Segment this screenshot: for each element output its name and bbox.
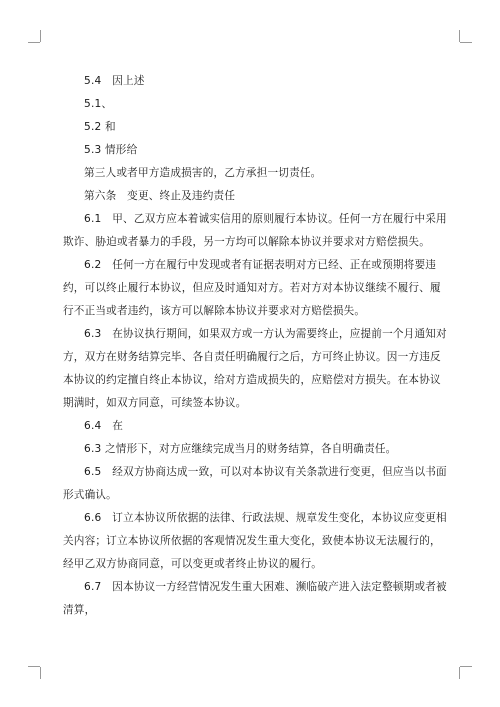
- crop-mark-line: [40, 667, 41, 679]
- paragraph-6-6: 6.6 订立本协议所依据的法律、行政法规、规章发生变化，本协议应变更相关内容；订立本协议所依据的客观情况发生重大变化，致使本协议无法履行的，经甲乙双方协商同意，可以变更或者终止协议的履行。: [63, 512, 447, 570]
- paragraph-6-4: 6.4 在: [84, 420, 124, 432]
- crop-mark-line: [459, 667, 460, 679]
- document-body: [63, 70, 447, 622]
- paragraph-5-1: 5.1、: [84, 98, 113, 110]
- paragraph-5-2: 5.2 和: [84, 121, 116, 133]
- section-heading-article-6: 第六条 变更、终止及违约责任: [84, 190, 236, 202]
- paragraph-6-3-followup: 6.3 之情形下，对方应继续完成当月的财务结算，各自明确责任。: [84, 443, 397, 455]
- paragraph-6-3: 6.3 在协议执行期间，如果双方或一方认为需要终止，应提前一个月通知对方，双方在财务结算完毕、各自责任明确履行之后，方可终止协议。因一方违反本协议的约定擅自终止本协议，给对方造成损失的，应赔偿对方损失。在本协议期满时，如双方同意，可续签本协议。: [63, 328, 447, 409]
- crop-mark-line: [28, 42, 40, 43]
- paragraph-6-2: 6.2 任何一方在履行中发现或者有证据表明对方已经、正在或预期将要违约，可以终止履行本协议，但应及时通知对方。若对方对本协议继续不履行、履行不正当或者违约，该方可以解除本协议并要求对方赔偿损失。: [63, 259, 441, 317]
- paragraph-5-3: 5.3 情形给: [84, 144, 138, 156]
- paragraph-6-5: 6.5 经双方协商达成一致，可以对本协议有关条款进行变更，但应当以书面形式确认。: [63, 466, 447, 501]
- crop-mark-line: [459, 30, 460, 42]
- paragraph-6-1: 6.1 甲、乙双方应本着诚实信用的原则履行本协议。任何一方在履行中采用欺诈、胁迫或者暴力的手段，另一方均可以解除本协议并要求对方赔偿损失。: [63, 213, 447, 248]
- paragraph-third-party: 第三人或者甲方造成损害的，乙方承担一切责任。: [84, 167, 322, 179]
- paragraph-6-7: 6.7 因本协议一方经营情况发生重大困难、濒临破产进入法定整顿期或者被清算，: [63, 581, 447, 616]
- crop-mark-line: [460, 42, 472, 43]
- paragraph-5-4: 5.4 因上述: [84, 75, 145, 87]
- crop-mark-line: [460, 666, 472, 667]
- crop-mark-line: [40, 30, 41, 42]
- crop-mark-line: [28, 666, 40, 667]
